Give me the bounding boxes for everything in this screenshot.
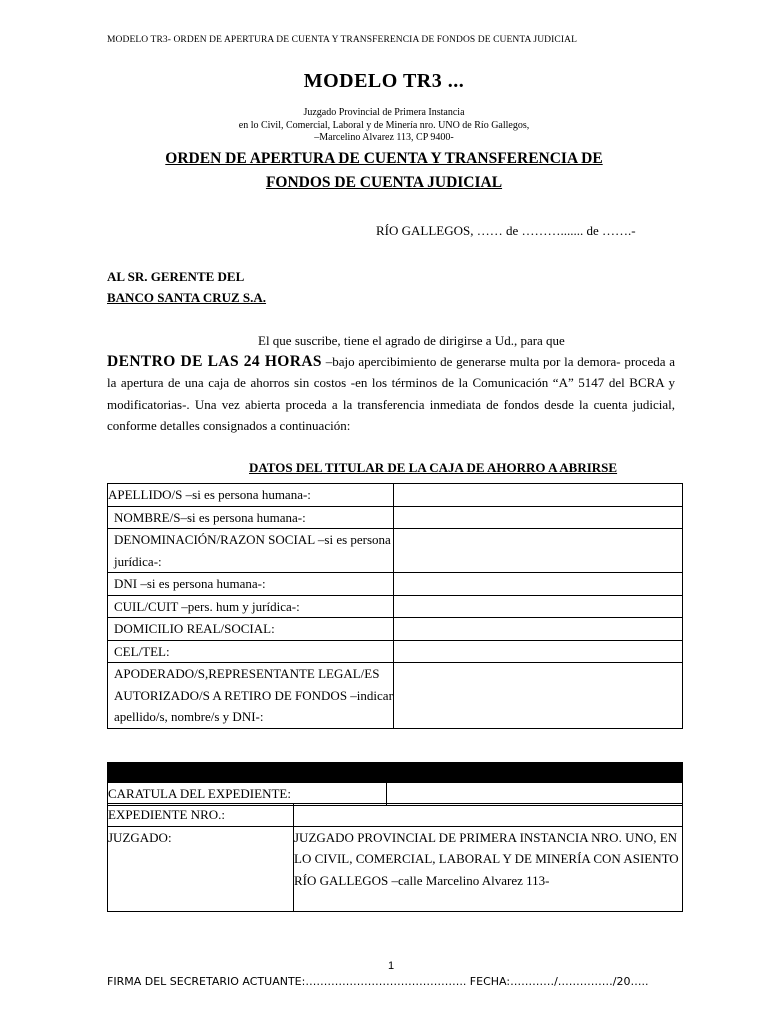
titular-field-label: APODERADO/S,REPRESENTANTE LEGAL/ES AUTORIZADO/S A RETIRO DE FONDOS –indicar apellido/s, nombre/s y DNI-: (108, 663, 394, 729)
order-title-line-2: FONDOS DE CUENTA JUDICIAL (265, 174, 503, 191)
titular-field-label: APELLIDO/S –si es persona humana-: (108, 484, 394, 507)
titular-field-label: CEL/TEL: (108, 640, 394, 663)
body-intro: El que suscribe, tiene el agrado de dirigirse a Ud., para que (258, 333, 565, 348)
titular-section-title: DATOS DEL TITULAR DE LA CAJA DE AHORRO A ABRIRSE (249, 460, 618, 475)
titular-field-label: CUIL/CUIT –pers. hum y jurídica-: (108, 595, 394, 618)
black-bar-row (108, 763, 683, 783)
titular-table (107, 483, 683, 729)
titular-field-value[interactable] (394, 573, 683, 596)
table-row (108, 573, 683, 596)
titular-field-value[interactable] (394, 595, 683, 618)
court-line-3: –Marcelino Alvarez 113, CP 9400- (314, 132, 454, 143)
expediente-detail-table (107, 803, 683, 912)
black-bar (108, 763, 683, 783)
table-row (108, 506, 683, 529)
table-row (108, 804, 683, 827)
titular-field-label: NOMBRE/S–si es persona humana-: (108, 506, 394, 529)
expediente-nro-value[interactable] (294, 804, 683, 827)
table-row (108, 618, 683, 641)
document-title: MODELO TR3 ... (303, 70, 465, 92)
titular-field-value[interactable] (394, 640, 683, 663)
expediente-nro-label: EXPEDIENTE NRO.: (108, 804, 294, 827)
addressee (107, 266, 266, 308)
court-line-1: Juzgado Provincial de Primera Instancia (303, 107, 465, 118)
caratula-label: CARATULA DEL EXPEDIENTE: (108, 783, 387, 806)
titular-field-value[interactable] (394, 618, 683, 641)
titular-field-value[interactable] (394, 529, 683, 573)
expediente-table (107, 782, 683, 806)
order-title (0, 147, 768, 195)
body-rest: –bajo apercibimiento de generarse multa por la demora- proceda a la apertura de una caja de ahorros sin costos -en los términos de la Comunicación “A” 5147 del BCRA y modificatorias-. Una vez abierta proceda a la transferencia inmediata de fondos desde la cuenta judicial, conforme detalles consignados a continuación: (107, 354, 676, 433)
titular-field-value[interactable] (394, 484, 683, 507)
titular-field-label: DNI –si es persona humana-: (108, 573, 394, 596)
table-row (108, 826, 683, 911)
table-row (108, 529, 683, 573)
page-header: MODELO TR3- ORDEN DE APERTURA DE CUENTA Y TRANSFERENCIA DE FONDOS DE CUENTA JUDICIAL (107, 35, 577, 45)
titular-field-value[interactable] (394, 506, 683, 529)
caratula-value[interactable] (387, 783, 683, 806)
court-info (0, 107, 768, 145)
table-row (108, 640, 683, 663)
page-footer: FIRMA DEL SECRETARIO ACTUANTE:…………………………………….. FECHA:…………/……………/20….. (107, 975, 649, 988)
addressee-bank: BANCO SANTA CRUZ S.A. (107, 290, 267, 305)
table-row (108, 484, 683, 507)
titular-field-value[interactable] (394, 663, 683, 729)
addressee-line-1: AL SR. GERENTE DEL (107, 269, 245, 284)
body-emphasis: DENTRO DE LAS 24 HORAS (107, 353, 322, 371)
order-title-line-1: ORDEN DE APERTURA DE CUENTA Y TRANSFERENCIA DE (165, 150, 603, 167)
separator-bar-table (107, 762, 683, 783)
court-line-2: en lo Civil, Comercial, Laboral y de Minería nro. UNO de Río Gallegos, (238, 119, 530, 131)
table-row (108, 663, 683, 729)
table-row (108, 595, 683, 618)
juzgado-label: JUZGADO: (108, 826, 294, 911)
body-paragraph (107, 330, 675, 436)
titular-field-label: DENOMINACIÓN/RAZON SOCIAL –si es persona jurídica-: (108, 529, 394, 573)
juzgado-value: JUZGADO PROVINCIAL DE PRIMERA INSTANCIA NRO. UNO, EN LO CIVIL, COMERCIAL, LABORAL Y DE MINERÍA CON ASIENTO RÍO GALLEGOS –calle Marcelino Alvarez 113- (294, 826, 683, 911)
table-row (108, 783, 683, 806)
page-number: 1 (387, 960, 395, 972)
place-date: RÍO GALLEGOS, …… de ………....... de …….- (376, 223, 636, 238)
titular-field-label: DOMICILIO REAL/SOCIAL: (108, 618, 394, 641)
